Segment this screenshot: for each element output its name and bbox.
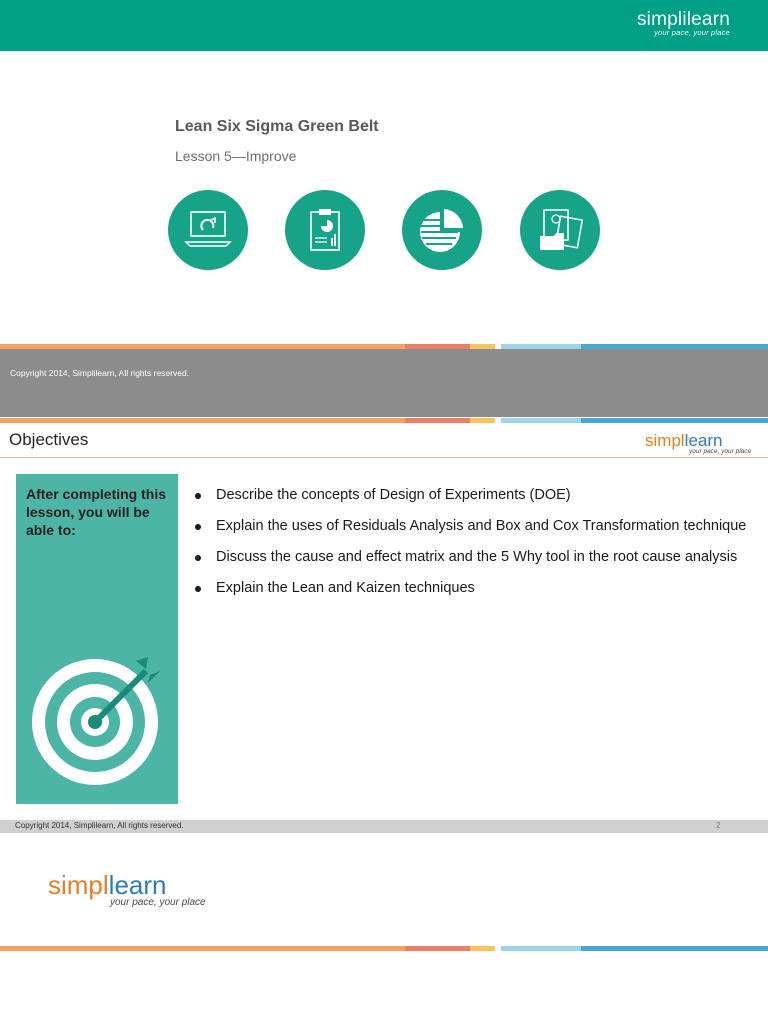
- color-stripe: [0, 946, 768, 951]
- objectives-list: [194, 480, 754, 604]
- bullet-icon: [195, 586, 201, 592]
- bullet-icon: [195, 555, 201, 561]
- objective-text: Explain the Lean and Kaizen techniques: [216, 580, 475, 596]
- list-item: [194, 480, 754, 511]
- lesson-title: Lesson 5—Improve: [175, 148, 297, 164]
- clipboard-report-icon: [285, 190, 365, 270]
- objective-text: Discuss the cause and effect matrix and the 5 Why tool in the root cause analysis: [216, 549, 738, 565]
- brand-left: simpl: [48, 870, 109, 900]
- page-number: 2: [716, 821, 721, 830]
- bullet-icon: [195, 524, 201, 530]
- brand-logo-objectives: [645, 431, 751, 455]
- objective-text: Explain the uses of Residuals Analysis and Box and Cox Transformation technique: [216, 518, 747, 534]
- course-title: Lean Six Sigma Green Belt: [175, 118, 379, 135]
- documents-folder-icon: [520, 190, 600, 270]
- list-item: [194, 511, 754, 542]
- objectives-heading: Objectives: [9, 430, 89, 449]
- title-footer-band: [0, 349, 768, 417]
- bullet-icon: [195, 493, 201, 499]
- target-arrow-icon: [28, 655, 162, 794]
- brand-left: simpl: [645, 431, 685, 450]
- brand-tagline: your pace, your place: [110, 897, 206, 908]
- brand-tagline: your pace, your place: [689, 448, 752, 455]
- objective-text: Describe the concepts of Design of Experiments (DOE): [216, 487, 571, 503]
- laptop-icon: [168, 190, 248, 270]
- list-item: [194, 542, 754, 573]
- objectives-intro-text: After completing this lesson, you will be able to:: [26, 486, 167, 538]
- brand-right: learn: [108, 870, 167, 900]
- brand-right: learn: [684, 431, 723, 450]
- brand-logo-closing: [48, 870, 206, 908]
- heading-divider: [0, 457, 768, 458]
- pie-chart-icon: [402, 190, 482, 270]
- color-stripe: [0, 418, 768, 423]
- copyright-text: Copyright 2014, Simplilearn, All rights reserved.: [15, 821, 184, 830]
- copyright-text: Copyright 2014, Simplilearn, All rights reserved.: [10, 368, 190, 378]
- brand-tagline: your pace, your place: [654, 28, 730, 37]
- brand-logo-top: [637, 9, 730, 37]
- list-item: [194, 573, 754, 604]
- brand-name: simplilearn: [636, 9, 730, 30]
